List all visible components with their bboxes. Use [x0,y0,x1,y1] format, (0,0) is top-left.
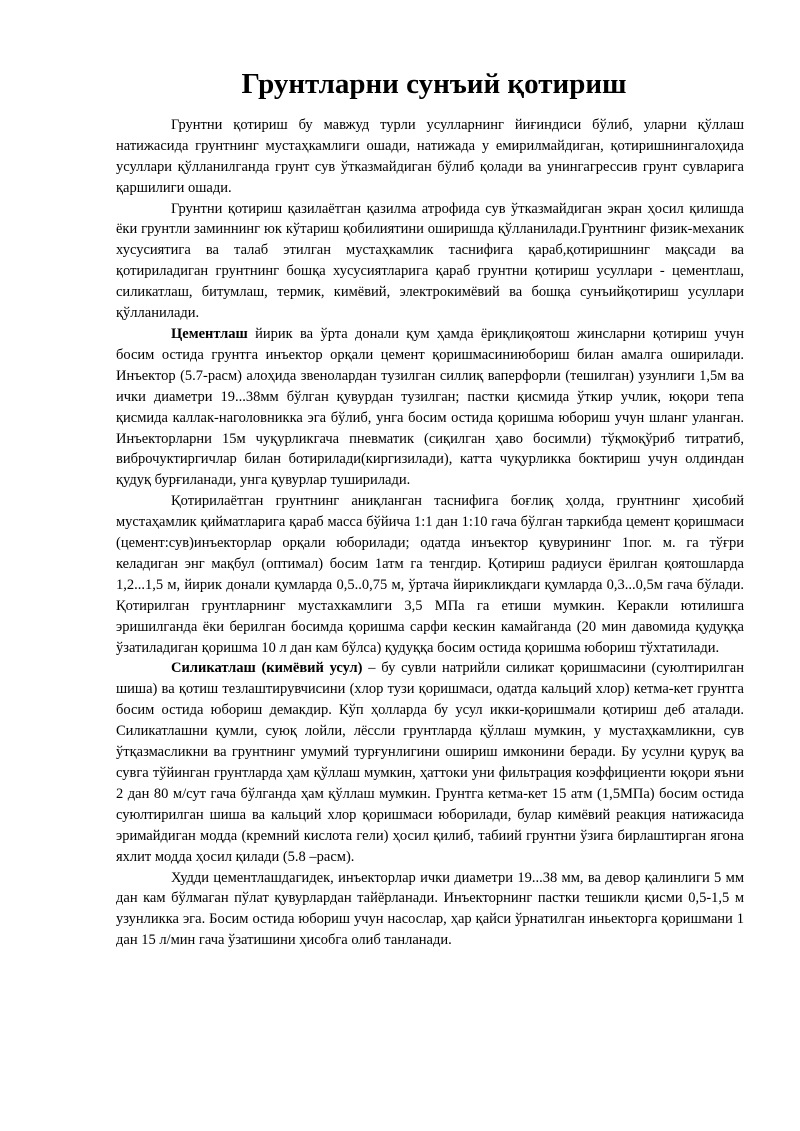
paragraph-text: Худди цементлашдагидек, инъекторлар ички диаметри 19...38 мм, ва девор қалинлиги 5 мм дан кам бўлмаган пўлат қувурлардан тайёрланади. Инъекторнинг пастки тешикли қисми 0,5-1,5 м узунликка эга. Босим остида юбориш учун насослар, ҳар қайси ўрнатилган иньекторга қоришмани 1 дан 15 л/мин гача ўзатишини ҳисобга олиб танланади. [116,869,744,949]
paragraph-text: Грунтни қотириш қазилаётган қазилма атрофида сув ўтказмайдиган экран ҳосил қилишда ёки грунтли заминнинг юк кўтариш қобилиятини оширишда қўлланилади.Грунтнинг физик-механик хусусиятига ва талаб этилган мустаҳкамлик таснифига қараб,қотиришнинг мақсади ва қотириладиган грунтнинг бошқа хусусиятларига қараб грунтни қотириш усуллари - цементлаш, силикатлаш, битумлаш, термик, кимёвий, электрокимёвий ва бошқа сунъийқотириш усуллари қўлланилади. [116,200,744,322]
paragraph-intro [116,115,744,199]
paragraph-text: – бу сувли натрийли силикат қоришмасини (суюлтирилган шиша) ва қотиш тезлаштирувчисини (хлор тузи қоришмаси, одатда кальций хлор) кетма-кет грунтга босим остида юбориш демакдир. Кўп ҳолларда бу усул икки-қоришмали қотириш деб аталади. Силикатлашни қумли, суюқ лойли, лёссли грунтларда қўллаш мумкин, у мустаҳкамликни, сув ўтқазмасликни ва грунтнинг умумий турғунлигини ошириш имконини беради. Бу усулни қуруқ ва сувга тўйинган грунтларда ҳам қўллаш мумкин, ҳаттоки уни фильтрация коэффициенти юқори яъни 2 дан 80 м/сут гача бўлганда ҳам қўллаш мумкин. Грунтга кетма-кет 15 атм (1,5МПа) босим остида суюлтирилган шиша ва кальций хлор қоришмаси юборилади, булар кимёвий реакция натижасида эримайдиган модда (кремний кислота гели) ҳосил қилиб, табиий грунтни ўзига бирлаштирган ягона яхлит модда ҳосил қилади (5.8 –расм). [116,660,744,865]
document-page [116,68,744,951]
paragraph-cement-composition [116,491,744,658]
paragraph-text: Қотирилаётган грунтнинг аниқланган таснифига боғлиқ ҳолда, грунтнинг ҳисобий мустаҳамлик қийматларига қараб масса бўйича 1:1 дан 1:10 гача бўлган таркибда цемент қоришмаси (цемент:сув)инъекторлар орқали юборилади; одатда инъектор қувурининг 1пог. м. га тўғри келадиган энг мақбул (оптимал) босим 1атм га тенгдир. Қотириш радиуси ёрилган қоятошларда 1,2...1,5 м, йирик донали қумларда 0,5..0,75 м, ўртача йирикликдаги қумларда 0,3...0,5м гача бўлади. Қотирилган грунтларнинг мустахкамлиги 3,5 МПа га етиши мумкин. Керакли ютилишга эришилганда ёки берилган босимда қоришма сарфи кескин камайганда (20 мин давомида қудуққа ўзатиладиган қоришма 10 л дан кам бўлса) қудуққа босим остида қоришма юбориш тўхтатилади. [116,493,744,656]
paragraph-cementation [116,324,744,491]
document-title: Грунтларни сунъий қотириш [241,68,627,100]
paragraph-methods [116,199,744,324]
term-silicatization: Силикатлаш (кимёвий усул) [171,660,363,677]
paragraph-text: Грунтни қотириш бу мавжуд турли усулларнинг йиғиндиси бўлиб, уларни қўллаш натижасида грунтнинг мустаҳкамлиги ошади, натижада у емирилмайдиган, қотиришнингалоҳида усуллари қўлланилганда грунт сув ўтказмайдиган бўлиб қолади ва унингагрессив грунт сувларига қаршилиги ошади. [116,116,744,196]
paragraph-text: йирик ва ўрта донали қум ҳамда ёриқлиқоятош жинсларни қотириш учун босим остида грунтга инъектор орқали цемент қоришмасиниюбориш билан амалга оширилади. Инъектор (5.7-расм) алоҳида звенолардан тузилган силлиқ ваперфорли (тешилган) узунлиги 1,5м ва ички диаметри 19...38мм бўлган қувурдан тузилган; пастки қисмида ўткир учлик, юқори тепа қисмида каллак-наголовникка эга бўлиб, унга босим остида қоришма юбориш учун шланг уланган. Инъекторларни 15м чуқурликгача пневматик (сиқилган ҳаво босимли) тўқмоқўриб титратиб, виброчуктиргичлар билан ботирилади(киргизилади), катта чуқурликка боктириш учун олдиндан қудуқ бурғиланади, унга қувурлар туширилади. [116,325,744,489]
term-cementation: Цементлаш [171,325,248,342]
paragraph-injectors [116,868,744,952]
paragraph-silicatization [116,658,744,867]
